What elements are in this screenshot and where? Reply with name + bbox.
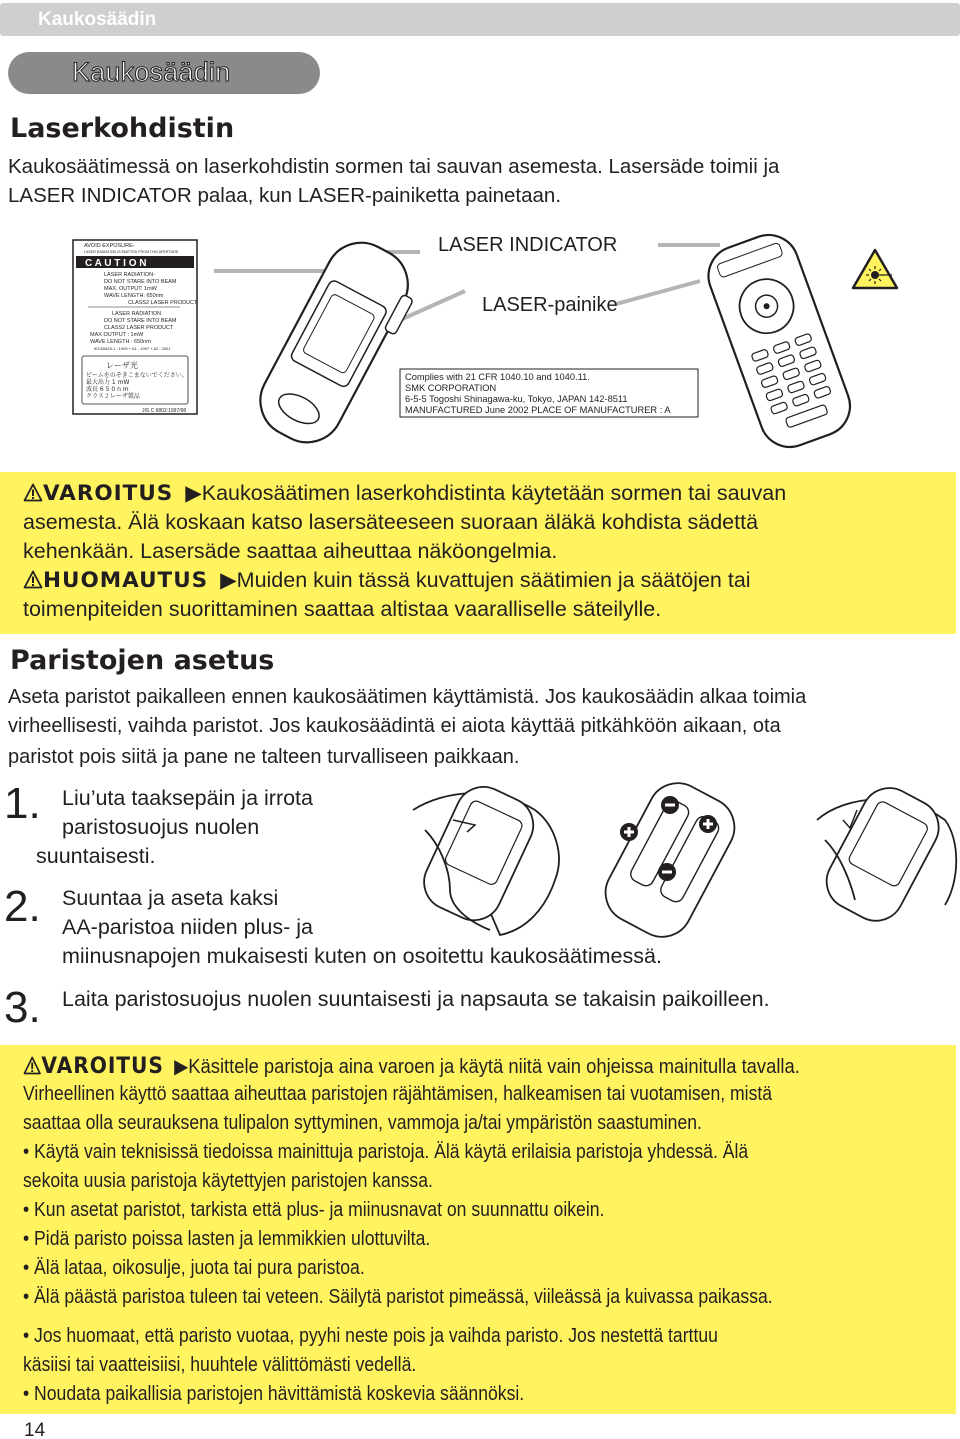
laser-intro-line-1: Kaukosäätimessä on laserkohdistin sormen tai sauvan asemesta. Lasersäde toimii ja [8,155,780,178]
caution-banner: C A U T I O N [85,258,147,269]
caution-jp-3: 波長 6 5 0 n m [86,386,129,393]
caution-triangle-icon [23,570,43,589]
batteries-intro-line-1: Aseta paristot paikalleen ennen kaukosäätimen käyttämistä. Jos kaukosäädin alkaa toimia [8,686,807,708]
caution-b-5: WAVE LENGTH : 650nm [90,339,151,345]
laser-heading: Laserkohdistin [10,113,235,144]
batteries-intro-line-3: paristot pois siitä ja pane ne talteen turvalliseen paikkaan. [8,746,520,768]
step-1-number: 1. [4,779,41,828]
laser-intro-line-2: LASER INDICATOR palaa, kun LASER-painiketta painetaan. [8,184,562,207]
battery-warning-line-8: • Älä lataa, oikosulje, juota tai pura paristoa. [23,1257,365,1279]
caution-b-1: LASER RADIATION [112,311,162,317]
battery-warning-line-3: saattaa olla seurauksena tulipalon syttyminen, vammoja ja/tai ympäristön saastuminen. [23,1112,702,1134]
battery-warning-text-1: Käsittele paristoja aina varoen ja käytä niitä vain ohjeissa mainitulla tavalla. [188,1056,800,1078]
plus-terminal-icon [620,823,638,841]
hand-remove-cover-illustration [413,780,559,935]
battery-warning-line-4: • Käytä vain teknisissä tiedoissa mainittuja paristoja. Älä käytä erilaisia paristoja yhdessä. Älä [23,1141,749,1163]
laser-caution-line-2: toimenpiteiden suorittaminen saattaa altistaa vaaralliselle säteilylle. [23,597,662,621]
laser-warning-line-1: VAROITUS ▶Kaukosäätimen laserkohdistinta käytetään sormen tai sauvan [23,481,786,506]
laser-warning-line-2: asemesta. Älä koskaan katso lasersäteeseen suoraan äläkä kohdista sädettä [23,510,759,534]
laser-warning-text-1: Kaukosäätimen laserkohdistinta käytetään sormen tai sauvan [201,481,787,505]
compliance-2: SMK CORPORATION [405,383,497,393]
minus-terminal-icon [658,863,676,881]
step-2-line-2: AA-paristoa niiden plus- ja [62,915,313,939]
battery-warning-line-1: VAROITUS ▶Käsittele paristoja aina varoen ja käytä niitä vain ohjeissa mainitulla tavalla. [23,1054,800,1079]
page-number: 14 [24,1420,46,1439]
caution-signal: HUOMAUTUS [43,568,209,593]
chapter-title: Kaukosäädin [72,57,231,87]
battery-warning-box [0,1045,956,1414]
hand-replace-cover-illustration [817,780,956,931]
step-2-line-1: Suuntaa ja aseta kaksi [62,886,279,910]
label-laser-indicator: LASER INDICATOR [438,234,618,256]
caution-a-3: MAX. OUTPUT: 1mW [104,286,157,292]
minus-terminal-icon [661,796,679,814]
step-3-line-1: Laita paristosuojus nuolen suuntaisesti ja napsauta se takaisin paikoilleen. [62,987,770,1011]
step-2-number: 2. [4,882,41,931]
laser-pointer-figure [0,226,960,456]
compliance-4: MANUFACTURED June 2002 PLACE OF MANUFACTURER : A [405,405,671,415]
battery-warning-line-6: • Kun asetat paristot, tarkista että plus- ja miinusnavat on suunnattu oikein. [23,1199,605,1221]
caution-a-1: LASER RADIATION- [104,272,155,278]
caution-b-3: CLASS2 LASER PRODUCT [104,325,174,331]
laser-caution-text-1: Muiden kuin tässä kuvattujen säätimien ja säätöjen tai [236,568,751,592]
compliance-label [400,369,698,417]
batteries-heading: Paristojen asetus [10,645,275,676]
caution-b-4: MAX OUTPUT : 1mW [90,332,144,338]
battery-warning-line-7: • Pidä paristo poissa lasten ja lemmikkien ulottuvilta. [23,1228,431,1250]
caution-label [73,240,198,414]
step-1-line-3: suuntaisesti. [36,844,156,868]
running-header-title: Kaukosäädin [38,9,157,30]
batteries-intro-line-2: virheellisesti, vaihda paristot. Jos kaukosäädintä ei aiota käyttää pitkähköön aikaan, ota [8,715,781,737]
step-1-line-2: paristosuojus nuolen [62,815,260,839]
caution-top-1: AVOID EXPOSURE- [84,243,135,249]
battery-warning-signal: VAROITUS [41,1054,164,1079]
plus-terminal-icon [699,815,717,833]
step-2-line-3: miinusnapojen mukaisesti kuten on osoitettu kaukosäätimessä. [62,944,662,968]
laser-caution-line-1: HUOMAUTUS ▶Muiden kuin tässä kuvattujen säätimien ja säätöjen tai [23,568,751,593]
caution-b-6: IEC60825-1 : 1993 + A1 : 1997 + A2 : 2001 [94,346,171,351]
laser-warning-line-3: kehenkään. Lasersäde saattaa aiheuttaa näköongelmia. [23,539,558,563]
caution-a-2: DO NOT STARE INTO BEAM [104,279,177,285]
caution-a-4: WAVE LENGTH: 650nm [104,293,164,299]
battery-warning-line-10: • Jos huomaat, että paristo vuotaa, pyyhi neste pois ja vaihda paristo. Jos nestettä tarttuu [23,1325,718,1347]
battery-warning-line-5: sekoita uusia paristoja käytettyjen paristojen kanssa. [23,1170,433,1192]
remote-front-illustration [700,227,858,456]
warning-signal: VAROITUS [43,481,174,506]
laser-hazard-icon [853,250,897,288]
caution-footer: JIS C 6802:1997/98 [142,408,187,414]
battery-warning-line-9: • Älä päästä paristoa tuleen tai veteen. Säilytä paristot pimeässä, viileässä ja kuivassa paikassa. [23,1286,773,1308]
battery-warning-line-2: Virheellinen käyttö saattaa aiheuttaa paristojen räjähtämisen, halkeamisen tai vuotamisen, mistä [23,1083,773,1105]
caution-jp-title: レーザ光 [106,361,138,370]
battery-warning-line-11: käsiisi tai vaatteisiisi, huuhtele välittömästi vedellä. [23,1354,417,1376]
caution-jp-4: クラス２レーザ製品 [86,393,140,400]
caution-top-2: LASER RADIATION IS EMITTED FROM THIS APERTURE [84,250,179,254]
battery-insert-illustration [595,780,745,940]
chapter-title-pill [8,52,320,94]
warning-triangle-icon [23,1056,41,1075]
compliance-3: 6-5-5 Togoshi Shinagawa-ku, Tokyo, JAPAN 142-8511 [405,394,628,404]
caution-jp-1: ビームをのぞきこまないでください。 [86,372,188,379]
warning-triangle-icon [23,483,43,502]
step-1-line-1: Liu’uta taaksepäin ja irrota [62,786,313,810]
battery-warning-line-12: • Noudata paikallisia paristojen hävittämistä koskevia säännöksi. [23,1383,525,1405]
battery-steps-figure [405,780,960,940]
running-header [0,3,960,36]
caution-b-2: DO NOT STARE INTO BEAM [104,318,177,324]
caution-jp-2: 最大出力 1 mW [86,379,130,386]
caution-a-5: CLASS2 LASER PRODUCT [128,300,198,306]
compliance-1: Complies with 21 CFR 1040.10 and 1040.11. [405,372,590,382]
label-laser-button: LASER-painike [482,294,618,316]
remote-back-illustration [248,230,428,456]
step-3-number: 3. [4,983,41,1032]
laser-warning-box [0,472,956,634]
